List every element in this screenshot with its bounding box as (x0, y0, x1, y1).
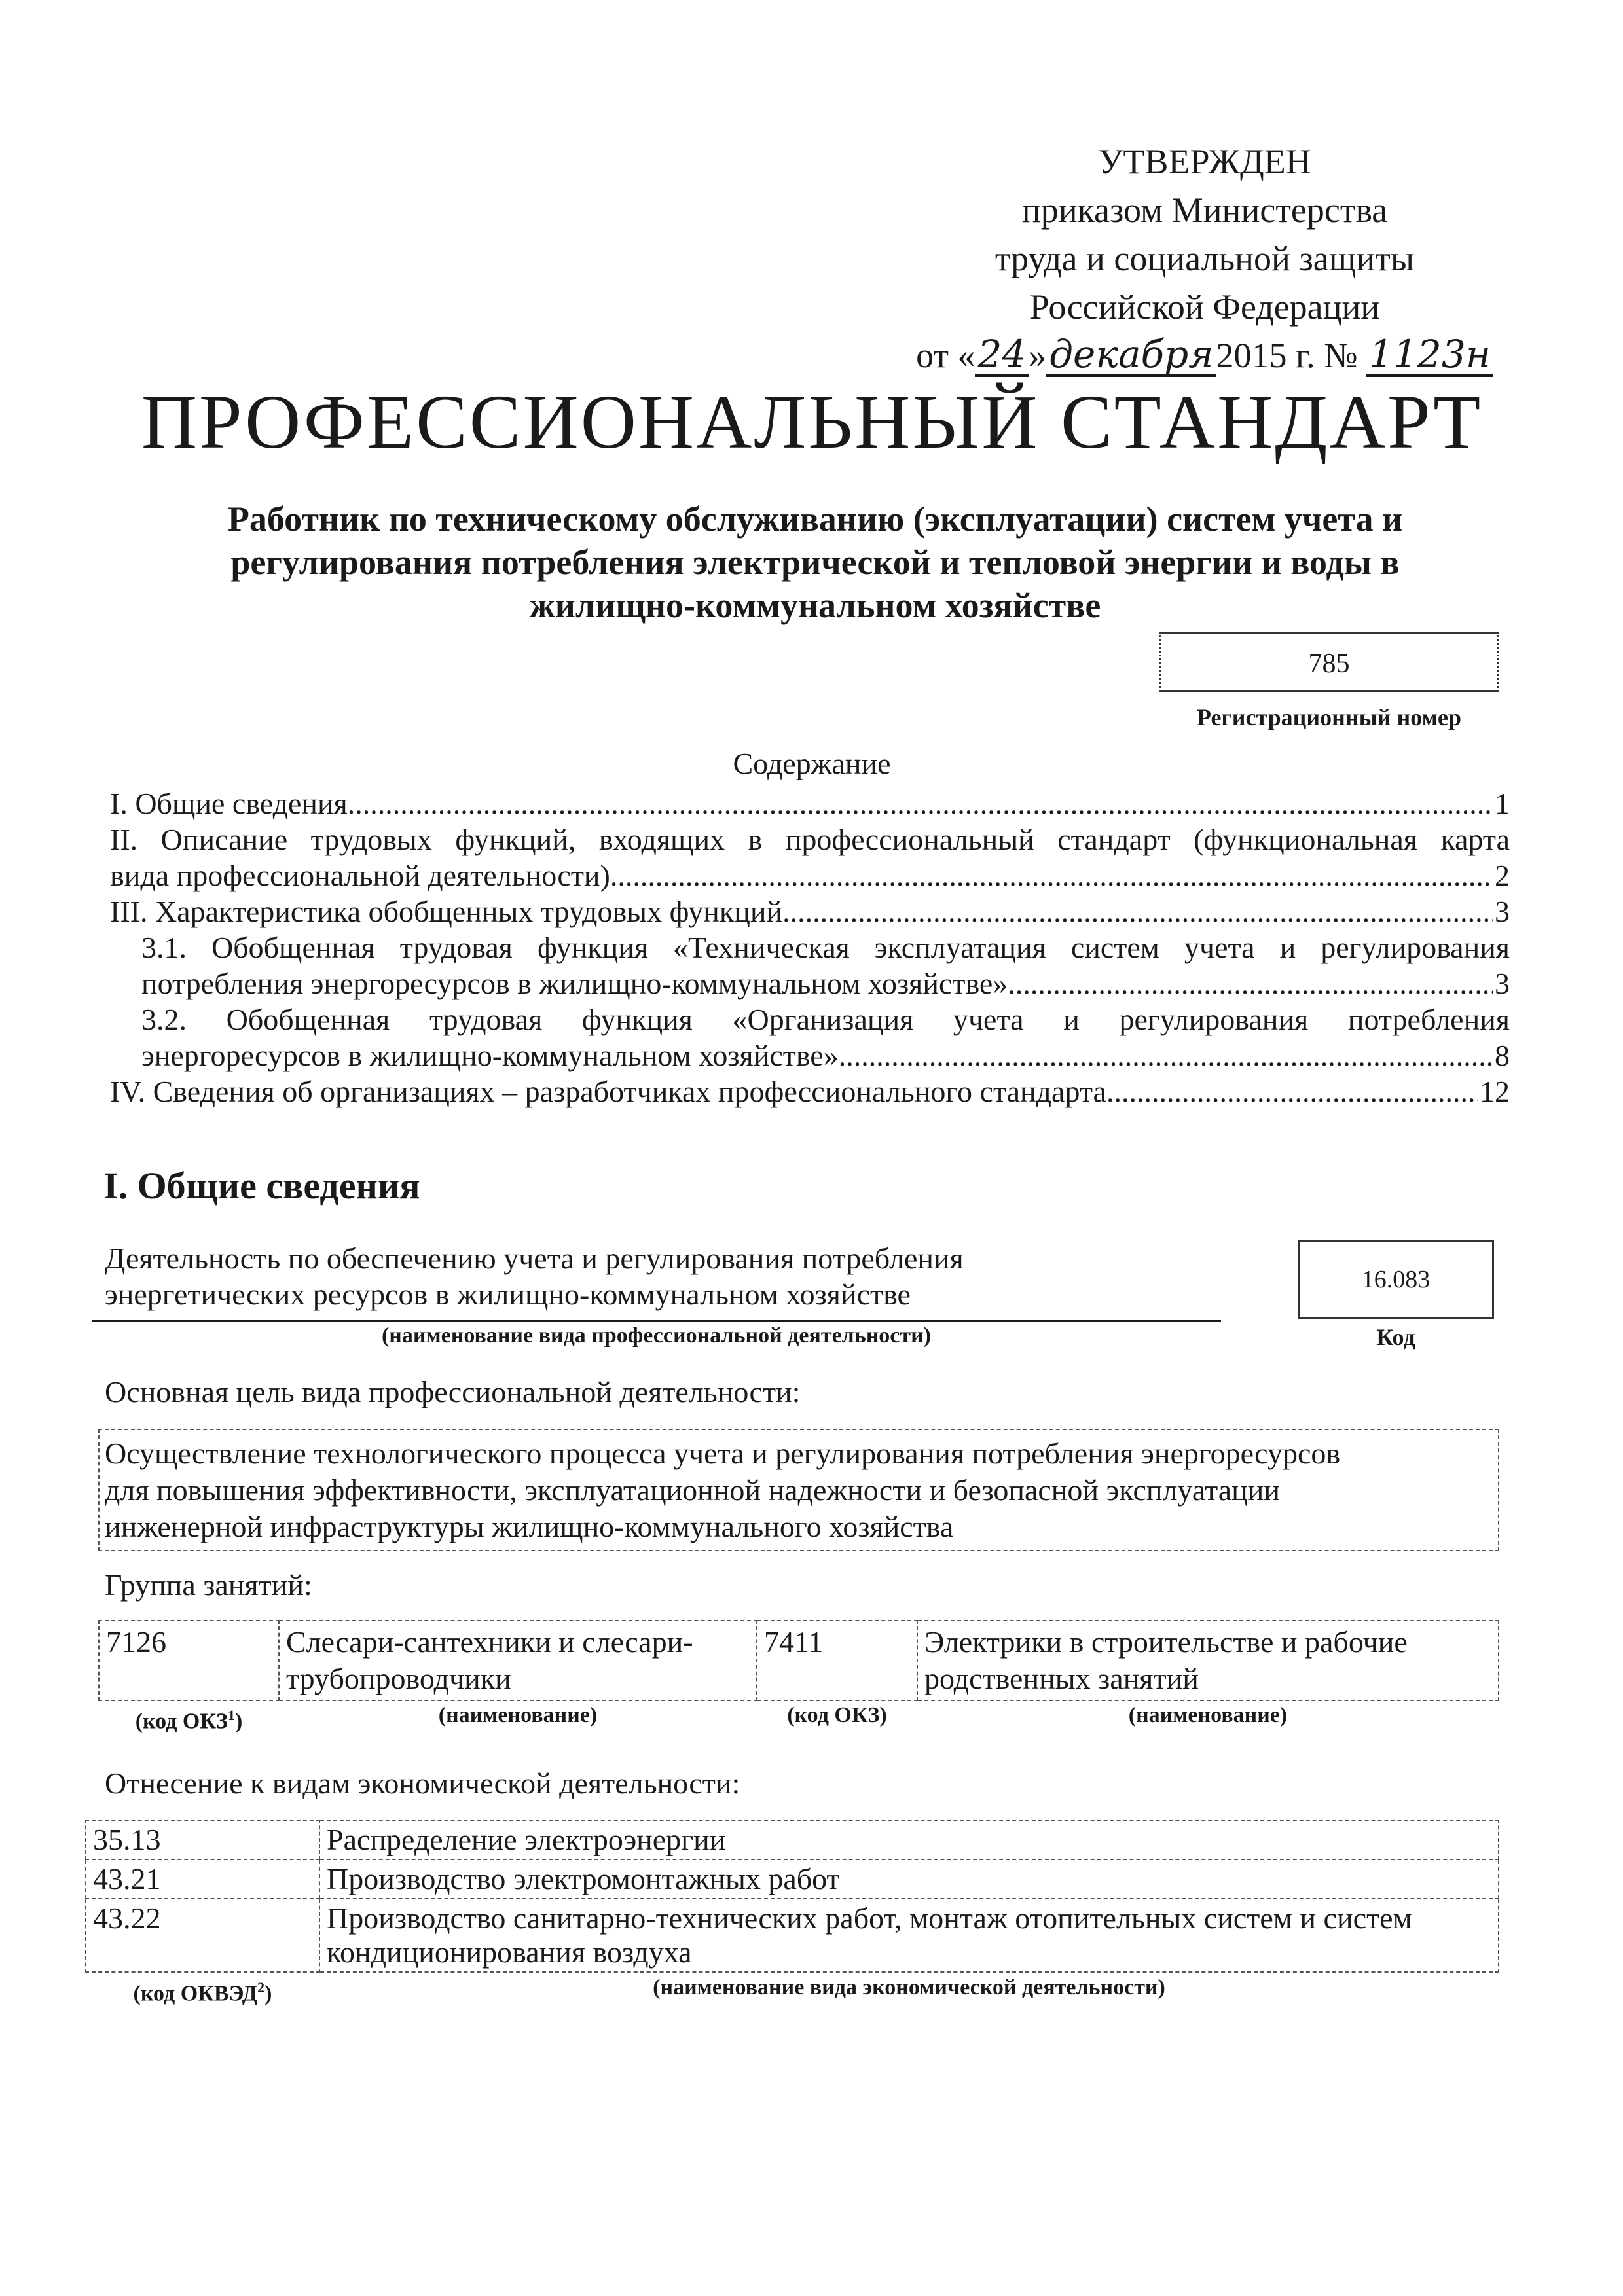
goal-line: инженерной инфраструктуры жилищно-коммунального хозяйства (105, 1510, 954, 1543)
goal-box (98, 1429, 1499, 1551)
caption-name: (наименование) (438, 1703, 598, 1727)
activity-caption: (наименование вида профессиональной деятельности) (381, 1323, 932, 1348)
toc-item-text[interactable]: 3.2. Обобщенная трудовая функция «Организация учета и регулирования потребления (141, 1003, 1510, 1036)
okved-code: 43.21 (86, 1859, 319, 1899)
toc-item-page: 3 (1495, 895, 1510, 928)
toc-item-page: 2 (1495, 859, 1510, 892)
caption-name: (наименование вида экономической деятельности) (653, 1975, 1165, 2000)
standard-name-line: жилищно-коммунальном хозяйстве (529, 586, 1101, 625)
occupations-label: Группа занятий: (105, 1568, 312, 1602)
approval-line: приказом Министерства (1021, 190, 1388, 230)
okved-name: Производство электромонтажных работ (319, 1859, 1499, 1899)
toc-item[interactable] (110, 1073, 1510, 1109)
okved-name: Производство санитарно-технических работ, монтаж отопительных систем и систем кондиционирования воздуха (319, 1899, 1499, 1972)
table-of-contents (110, 785, 1510, 1109)
caption-name: (наименование) (1128, 1703, 1288, 1727)
document-title: ПРОФЕССИОНАЛЬНЫЙ СТАНДАРТ (141, 379, 1483, 465)
toc-item-text: I. Общие сведения (110, 787, 348, 820)
approval-date-line (903, 331, 1506, 380)
toc-item-page: 3 (1495, 967, 1510, 1000)
activity-name (105, 1240, 964, 1312)
approval-line: Российской Федерации (1029, 287, 1380, 327)
section-title: I. Общие сведения (103, 1164, 420, 1207)
date-sep: » (1029, 336, 1047, 375)
standard-name-line: регулирования потребления электрической и тепловой энергии и воды в (230, 543, 1400, 582)
toc-item-page: 12 (1480, 1075, 1510, 1108)
toc-heading: Содержание (733, 747, 891, 780)
toc-item-text[interactable]: 3.1. Обобщенная трудовая функция «Техническая эксплуатация систем учета и регулирования (141, 931, 1510, 964)
toc-item-text: энергоресурсов в жилищно-коммунальном хозяйстве» (141, 1039, 839, 1072)
table-row (86, 1859, 1499, 1899)
occupation-name: Электрики в строительстве и рабочие родственных занятий (917, 1621, 1499, 1700)
activity-line: энергетических ресурсов в жилищно-коммунальном хозяйстве (105, 1278, 911, 1311)
caption-code: (код ОКЗ$^1$) (135, 1707, 243, 1734)
toc-item-page: 1 (1495, 787, 1510, 820)
activity-line: Деятельность по обеспечению учета и регулирования потребления (105, 1242, 964, 1275)
toc-item[interactable] (110, 965, 1510, 1001)
occupation-name: Слесари-сантехники и слесари-трубопроводчики (279, 1621, 757, 1700)
goal-line: для повышения эффективности, эксплуатационной надежности и безопасной эксплуатации (105, 1473, 1281, 1507)
date-year: 2015 г. № (1216, 336, 1358, 375)
standard-name-line: Работник по техническому обслуживанию (эксплуатации) систем учета и (227, 499, 1403, 539)
registration-number-box: 785 (1159, 632, 1499, 692)
handwritten-month: декабря (1046, 334, 1216, 377)
table-row (86, 1820, 1499, 1859)
handwritten-day: 24 (975, 334, 1029, 377)
econ-activities-table (85, 1820, 1499, 2009)
caption-row (86, 1972, 1499, 2009)
goal-line: Осуществление технологического процесса учета и регулирования потребления энергоресурсов (105, 1437, 1341, 1470)
caption-code: (код ОКВЭД$^2$) (133, 1979, 272, 2006)
toc-item-page: 8 (1495, 1039, 1510, 1072)
approval-line: труда и социальной защиты (994, 239, 1415, 278)
toc-item[interactable] (110, 785, 1510, 821)
toc-item[interactable] (110, 1037, 1510, 1073)
activity-code-box: 16.083 (1298, 1240, 1494, 1319)
approval-block (903, 137, 1506, 380)
okved-name: Распределение электроэнергии (319, 1820, 1499, 1859)
table-row (86, 1899, 1499, 1972)
toc-item-text: вида профессиональной деятельности) (110, 859, 610, 892)
occupations-table (98, 1620, 1499, 1736)
registration-number-label: Регистрационный номер (1196, 704, 1462, 730)
table-row (99, 1621, 1499, 1700)
caption-row (99, 1700, 1499, 1736)
activity-code-caption: Код (1376, 1324, 1415, 1350)
activity-underline (92, 1320, 1221, 1322)
standard-name (105, 497, 1525, 627)
handwritten-order-number: 1123н (1366, 334, 1493, 377)
okved-code: 35.13 (86, 1820, 319, 1859)
date-prefix: от « (916, 336, 976, 375)
toc-item-text: III. Характеристика обобщенных трудовых функций (110, 895, 783, 928)
toc-item[interactable] (110, 857, 1510, 893)
occupation-code: 7411 (757, 1621, 917, 1700)
caption-code: (код ОКЗ) (787, 1703, 887, 1727)
occupation-code: 7126 (99, 1621, 279, 1700)
okved-code: 43.22 (86, 1899, 319, 1972)
toc-item[interactable] (110, 893, 1510, 929)
toc-item-text[interactable]: II. Описание трудовых функций, входящих в профессиональный стандарт (функциональная карта (110, 823, 1510, 856)
econ-label: Отнесение к видам экономической деятельности: (105, 1767, 740, 1800)
goal-label: Основная цель вида профессиональной деятельности: (105, 1375, 801, 1408)
toc-item-text: IV. Сведения об организациях – разработчиках профессионального стандарта (110, 1075, 1106, 1108)
approval-line: УТВЕРЖДЕН (1098, 142, 1311, 181)
toc-item-text: потребления энергоресурсов в жилищно-коммунальном хозяйстве» (141, 967, 1008, 1000)
